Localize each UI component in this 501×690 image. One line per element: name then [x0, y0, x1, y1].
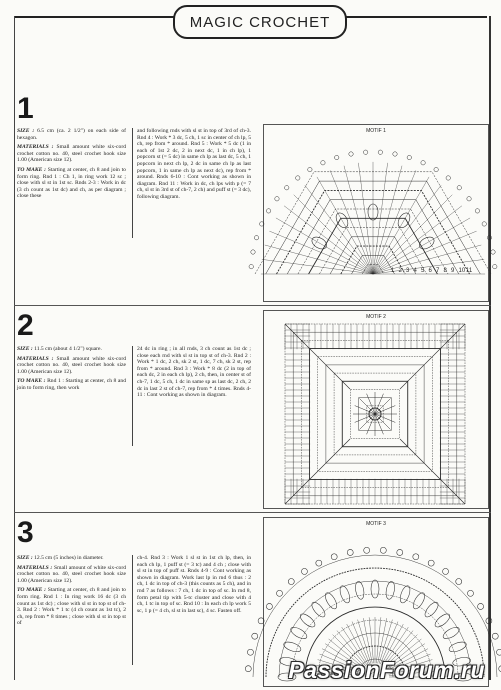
diagram-corner-line	[400, 439, 465, 504]
diagram-stitch-line	[294, 195, 373, 274]
column-divider-3	[132, 555, 133, 665]
round-number: 6	[428, 268, 432, 274]
motif-2-text-col-2: 24 dc in ring ; in all rnds, 3 ch count as 1st dc ; close each rnd with sl st in top st of ch-3. Rnd 2 : Work * 1 dc, 2 ch, sk 2 st, 1 dc, 7 ch, sk 2 st, rep from * around. Rnd 3 : Work * 8 dc (2 in top of each dc, 2 in each ch lp), 2 ch, then, in center st of ch-7, 1 dc, 5 ch, 1 dc in same sp as last dc, 2 ch, 2 dc in last 2 st of ch-7, rep from * 4 times. Rnds 4-11 : Cont working as shown in diagram.	[137, 346, 251, 399]
motif-2-label: MOTIF 2	[366, 314, 386, 320]
diagram-picot	[254, 236, 258, 240]
diagram-stitch-line	[317, 177, 373, 274]
page-right-edge	[489, 16, 491, 680]
make-text: Starting at center, ch 8 and join to form ring. Rnd 1 : Ch 1, in ring work 12 sc ; close with sl st in 1st sc. Rnds 2-3 : Work in dc (3 ch count as 1st dc) and ch, as per diagram ; close these	[17, 166, 126, 200]
diagram-scallop	[347, 549, 353, 555]
diagram-scallop	[252, 633, 258, 639]
diagram-stitch-line	[373, 170, 416, 274]
watermark: PassionForum.ru	[288, 657, 485, 683]
diagram-stitch-line	[373, 177, 429, 274]
diagram-scallop	[245, 666, 251, 672]
diagram-scallop	[266, 603, 272, 609]
diagram-stitch-line	[375, 398, 391, 414]
diagram-stitch-line	[269, 231, 373, 274]
round-number: 1	[391, 268, 395, 274]
diagram-picot	[251, 250, 255, 254]
diagram-stitch-line	[330, 170, 373, 274]
diagram-scallop	[413, 554, 419, 560]
materials-text: Small amount white six-cord crochet cotton no. 40, steel crochet hook size 1.00 (American size 12).	[17, 355, 126, 375]
diagram-petal	[385, 581, 396, 600]
diagram-scallop	[364, 547, 370, 553]
diagram-stitch-line	[262, 259, 373, 274]
size-label: SIZE :	[17, 346, 33, 352]
diagram-stitch-line	[359, 414, 375, 430]
diagram-stitch-line	[375, 414, 391, 430]
diagram-corner-line	[285, 439, 350, 504]
diagram-scallop	[331, 554, 337, 560]
diagram-picot	[434, 167, 438, 171]
motif-2-text-col-1	[17, 346, 126, 395]
page-left-edge	[14, 16, 15, 680]
round-number: 9	[451, 268, 455, 274]
diagram-picot	[446, 176, 450, 180]
diagram-picot	[260, 222, 264, 226]
diagram-picot	[457, 186, 461, 190]
column-divider-1	[132, 128, 133, 238]
make-label: TO MAKE :	[17, 378, 46, 385]
motif-3-text-col-2: ch-4. Rnd 3 : Work 1 sl st in 1st ch lp, then, in each ch lp, 1 puff st (= 3 tc) and 4 ch ; close with sl st in top of puff st. Rnds 4-9 : Cont working as shown in diagram. Work last lp in rnd 6 thus : 2 ch, 1 dc in top of ch-3 (this counts as 5 ch), and in rnd 7 as follows : 7 ch, 1 dc in top of sc. In rnd 8, form petal tip with 5-tc cluster and close with 4 ch, 1 tc in top of sc. Rnd 10 : In each ch lp work 5 sc, 1 p (= 4 ch, sl st in last sc), 4 sc. Fasten off.	[137, 555, 251, 614]
motif-2-diagram	[263, 310, 487, 507]
diagram-picot	[393, 152, 397, 156]
make-label: TO MAKE :	[17, 166, 46, 173]
motif-3-label: MOTIF 3	[366, 521, 386, 527]
motif-1-text-col-2: and following rnds with sl st in top of 3rd of ch-3. Rnd 4 : Work * 3 dc, 5 ch, 1 sc in center of ch lp, 5 ch, rep from * around. Rnd 5 : Work * 5 dc (1 in each of 1st 2 dc, 2 in next dc, 1 in ch lp), 1 popcorn st (= 5 dc) in same ch lp as last dc, 5 ch, 1 popcorn in next ch lp, 2 dc in same ch lp as last popcorn, 1 in same ch lp as next dc), rep from * around. Rnds 6-10 : Cont working as shown in diagram. Rnd 11 : Work in dc, ch lps with p (= 7 ch, sl st in 3rd st of ch-7, 2 ch) and puff st (= 3 dc), following diagram.	[137, 128, 251, 200]
diagram-picot	[378, 150, 382, 154]
diagram-picot	[308, 167, 312, 171]
round-number: 5	[421, 268, 425, 274]
diagram-picot	[475, 209, 479, 213]
round-number: 4	[413, 268, 417, 274]
diagram-stitch-line	[265, 245, 373, 274]
diagram-scallop	[443, 568, 449, 574]
round-number: 7	[436, 268, 440, 274]
diagram-scallop	[467, 590, 473, 596]
diagram-picot	[421, 161, 425, 165]
diagram-scallop	[258, 618, 264, 624]
diagram-stitch-line	[344, 166, 373, 274]
size-text: 6.5 cm (ca. 2 1/2") on each side of hexagon.	[17, 128, 126, 141]
diagram-picot	[491, 250, 495, 254]
size-text: 12.5 cm (5 inches) in diameter.	[34, 555, 104, 561]
make-text: Starting at center, ch 8 and join to form ring. Rnd 1 : In ring work 16 dc (3 ch count as 1st dc) ; close with sl st in top st of ch-3. Rnd 2 : Work * 1 tc (4 ch count as 1st tc), 2 ch, rep from * 8 times ; close with sl st in top st of	[17, 587, 126, 627]
diagram-picot	[493, 264, 497, 268]
make-text: Rnd 1 : Starting at center, ch 8 and join to form ring, then work	[17, 378, 126, 391]
diagram-picot	[467, 197, 471, 201]
diagram-scallop	[497, 649, 501, 655]
materials-label: MATERIALS :	[17, 144, 54, 151]
size-text: 11.5 cm (about 4 1/2") square.	[34, 346, 102, 352]
diagram-picot	[335, 155, 339, 159]
diagram-scallop	[316, 560, 322, 566]
diagram-picot	[285, 186, 289, 190]
round-number: 10	[458, 268, 466, 274]
diagram-stitch-line	[373, 166, 402, 274]
size-label: SIZE :	[17, 555, 33, 561]
diagram-scallop	[456, 579, 462, 585]
diagram-petal	[323, 591, 339, 611]
diagram-picot	[349, 152, 353, 156]
diagram-corner-line	[285, 324, 350, 389]
section-separator-1	[14, 305, 491, 306]
diagram-petal	[371, 580, 379, 598]
diagram-stitch-line	[359, 398, 375, 414]
diagram-stitch-line	[373, 195, 452, 274]
diagram-petal	[411, 591, 427, 611]
section-separator-2	[14, 512, 491, 513]
diagram-scallop	[247, 649, 253, 655]
diagram-picot	[249, 264, 253, 268]
motif-number-2: 2	[17, 309, 34, 342]
materials-label: MATERIALS :	[17, 564, 53, 571]
motif-1-text-col-1	[17, 128, 126, 203]
materials-label: MATERIALS :	[17, 355, 54, 362]
round-number: 3	[406, 268, 410, 274]
diagram-picot	[266, 209, 270, 213]
motif-number-3: 3	[17, 516, 34, 549]
diagram-scallop	[301, 568, 307, 574]
diagram-petal	[289, 625, 309, 641]
size-label: SIZE :	[17, 128, 35, 134]
diagram-scallop	[428, 560, 434, 566]
diagram-petal	[354, 581, 365, 600]
make-label: TO MAKE :	[17, 587, 46, 594]
motif-3-text-col-1	[17, 555, 126, 630]
diagram-picot	[321, 161, 325, 165]
diagram-picot	[275, 197, 279, 201]
diagram-picot	[296, 176, 300, 180]
diagram-scallop	[478, 603, 484, 609]
diagram-picot	[407, 155, 411, 159]
materials-text: Small amount white six-cord crochet cotton no. 40, steel crochet hook size 1.00 (American size 12).	[17, 144, 126, 164]
diagram-scallop	[492, 633, 498, 639]
diagram-picot	[482, 222, 486, 226]
round-number: 11	[466, 268, 473, 274]
diagram-picot	[363, 150, 367, 154]
motif-number-1: 1	[17, 92, 34, 125]
diagram-scallop	[277, 590, 283, 596]
motif-1-diagram	[263, 124, 487, 300]
diagram-petal	[423, 600, 441, 619]
round-number: 8	[443, 268, 447, 274]
motif-1-label: MOTIF 1	[366, 128, 386, 134]
diagram-scallop	[397, 549, 403, 555]
diagram-scallop	[288, 579, 294, 585]
diagram-petal	[441, 625, 461, 641]
page-title: MAGIC CROCHET	[173, 5, 347, 39]
column-divider-2	[132, 346, 133, 446]
diagram-corner-line	[400, 324, 465, 389]
round-number: 2	[398, 268, 402, 274]
diagram-petal	[433, 612, 452, 630]
diagram-scallop	[380, 547, 386, 553]
materials-text: Small amount of white six-cord crochet cotton no. 40, steel crochet hook size 1.00 (American size 12).	[17, 564, 127, 584]
